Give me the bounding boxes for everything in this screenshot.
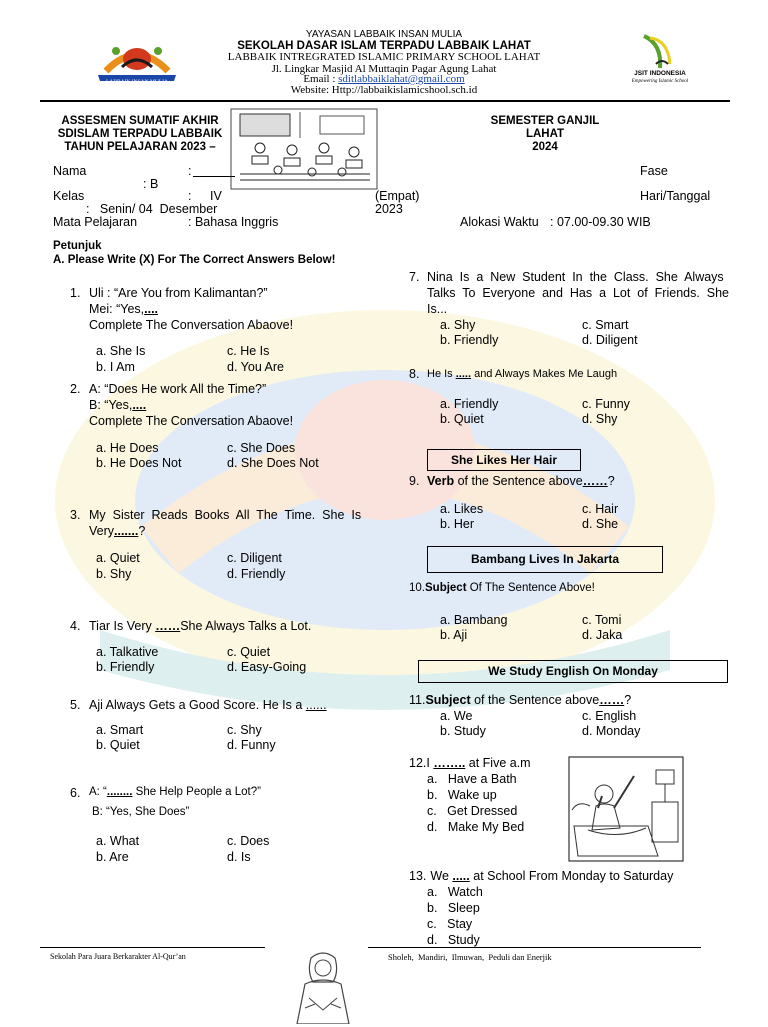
q12-option-a[interactable]: a. Have a Bath bbox=[427, 772, 517, 786]
footer-line-left bbox=[40, 947, 265, 948]
q2-number: 2. bbox=[70, 382, 81, 396]
q7-option-a[interactable]: a. Shy bbox=[440, 318, 476, 332]
q2-line1: A: “Does He work All the Time?” bbox=[89, 382, 267, 396]
hari-year: 2023 bbox=[375, 202, 403, 216]
q6-text-b: She Help People a Lot?” bbox=[132, 786, 261, 798]
q4-blank: …… bbox=[155, 619, 181, 633]
school-name-en: LABBAIK INTREGRATED ISLAMIC PRIMARY SCHOOL LAHAT bbox=[227, 51, 541, 63]
mapel-value: : Bahasa Inggris bbox=[188, 215, 279, 229]
q1-option-c[interactable]: c. He Is bbox=[227, 344, 270, 358]
footer-line-right bbox=[368, 947, 701, 948]
q11-blank: …… bbox=[599, 693, 625, 707]
mapel-label: Mata Pelajaran bbox=[53, 215, 138, 229]
q11-number: 11. bbox=[409, 693, 426, 707]
logo-right-text: JSIT INDONESIA bbox=[634, 70, 686, 77]
q4-option-a[interactable]: a. Talkative bbox=[96, 645, 159, 659]
q11-bold-word: Subject bbox=[425, 693, 471, 707]
q9-option-c[interactable]: c. Hair bbox=[582, 502, 619, 516]
q10-option-d[interactable]: d. Jaka bbox=[582, 628, 623, 642]
q2-line2-text: B: “Yes, bbox=[89, 398, 133, 412]
q4-number: 4. bbox=[70, 619, 81, 633]
q4-line1 bbox=[89, 619, 311, 633]
q2-option-b[interactable]: b. He Does Not bbox=[96, 456, 182, 470]
q12-text-b: at Five a.m bbox=[465, 756, 531, 770]
q13-option-d[interactable]: d. Study bbox=[427, 933, 480, 947]
q7-option-d[interactable]: d. Diligent bbox=[582, 333, 638, 347]
q9-option-a[interactable]: a. Likes bbox=[440, 502, 484, 516]
q11-question-mark: ? bbox=[624, 693, 632, 707]
q8-text-a: He Is bbox=[427, 368, 456, 380]
q12-text-a: I bbox=[426, 756, 434, 770]
q3-line2-text: Very bbox=[89, 524, 115, 538]
q6-option-d[interactable]: d. Is bbox=[227, 850, 251, 864]
q11-option-b[interactable]: b. Study bbox=[440, 724, 486, 738]
q5-text: Aji Always Gets a Good Score. He Is a bbox=[89, 698, 306, 712]
q12-blank: …….. bbox=[433, 756, 466, 770]
q6-line2: B: “Yes, She Does” bbox=[92, 806, 190, 818]
header-divider bbox=[40, 100, 730, 102]
school-website: Website: Http://labbaikislamicshool.sch.id bbox=[290, 84, 478, 96]
q6-option-a[interactable]: a. What bbox=[96, 834, 140, 848]
q12-option-b[interactable]: b. Wake up bbox=[427, 788, 497, 802]
q2-option-d[interactable]: d. She Does Not bbox=[227, 456, 319, 470]
q3-option-d[interactable]: d. Friendly bbox=[227, 567, 286, 581]
footer-left-text: Sekolah Para Juara Berkarakter Al-Qur’an bbox=[50, 952, 186, 961]
q5-line1 bbox=[89, 698, 327, 712]
jsit-logo bbox=[622, 30, 698, 90]
q4-option-b[interactable]: b. Friendly bbox=[96, 660, 155, 674]
q3-question-mark: ? bbox=[138, 524, 146, 538]
hari-value: : Senin/ 04 Desember bbox=[86, 202, 218, 216]
email-link[interactable]: sditlabbaiklahat@gmail.com bbox=[338, 73, 465, 85]
fase-label: Fase bbox=[640, 164, 668, 178]
q13-option-a[interactable]: a. Watch bbox=[427, 885, 483, 899]
q1-blank: .... bbox=[144, 302, 159, 316]
school-name: SEKOLAH DASAR ISLAM TERPADU LABBAIK LAHAT bbox=[237, 40, 531, 52]
title-right-3: 2024 bbox=[532, 141, 558, 153]
q11-option-d[interactable]: d. Monday bbox=[582, 724, 641, 738]
q10-text: Of The Sentence Above! bbox=[466, 582, 595, 594]
q11-option-c[interactable]: c. English bbox=[582, 709, 637, 723]
q3-number: 3. bbox=[70, 508, 81, 522]
footer-figure bbox=[275, 948, 370, 1024]
q9-question-mark: ? bbox=[607, 474, 615, 488]
q6-text-a: A: “ bbox=[89, 786, 107, 798]
q11-line1 bbox=[409, 693, 631, 707]
q7-option-c[interactable]: c. Smart bbox=[582, 318, 629, 332]
kelas-value-2: (Empat) bbox=[375, 189, 420, 203]
q5-option-d[interactable]: d. Funny bbox=[227, 738, 276, 752]
q8-blank: ..... bbox=[455, 368, 472, 380]
q10-option-c[interactable]: c. Tomi bbox=[582, 613, 622, 627]
alokasi-value: : 07.00-09.30 WIB bbox=[550, 215, 651, 229]
title-left-2: SDISLAM TERPADU LABBAIK bbox=[57, 128, 223, 140]
q3-option-b[interactable]: b. Shy bbox=[96, 567, 132, 581]
q13-blank: ..... bbox=[452, 869, 470, 883]
q8-option-a[interactable]: a. Friendly bbox=[440, 397, 499, 411]
sentence-box-3: We Study English On Monday bbox=[418, 660, 728, 683]
instructions-text: A. Please Write (X) For The Correct Answers Below! bbox=[53, 254, 336, 266]
q5-number: 5. bbox=[70, 698, 81, 712]
title-left-1: ASSESMEN SUMATIF AKHIR bbox=[61, 115, 219, 127]
school-address: Jl. Lingkar Masjid Al Muttaqin Pagar Agung Lahat bbox=[271, 63, 497, 75]
q5-option-b[interactable]: b. Quiet bbox=[96, 738, 140, 752]
q1-option-d[interactable]: d. You Are bbox=[227, 360, 285, 374]
q13-option-b[interactable]: b. Sleep bbox=[427, 901, 480, 915]
q7-number: 7. bbox=[409, 270, 420, 284]
q9-option-d[interactable]: d. She bbox=[582, 517, 619, 531]
q2-line3: Complete The Conversation Abaove! bbox=[89, 414, 294, 428]
q10-bold-word: Subject bbox=[425, 582, 467, 594]
q12-option-c[interactable]: c. Get Dressed bbox=[427, 804, 518, 818]
q1-line2 bbox=[89, 302, 158, 316]
q1-number: 1. bbox=[70, 286, 81, 300]
q10-option-b[interactable]: b. Aji bbox=[440, 628, 468, 642]
q10-line1 bbox=[409, 582, 595, 594]
q7-line3: Is... bbox=[427, 302, 448, 316]
q13-text-b: at School From Monday to Saturday bbox=[469, 869, 674, 883]
q6-option-b[interactable]: b. Are bbox=[96, 850, 129, 864]
nama-line[interactable] bbox=[193, 176, 235, 177]
nama-colon: : bbox=[188, 164, 192, 178]
q3-blank: ....... bbox=[114, 524, 139, 538]
q12-line1 bbox=[409, 756, 531, 770]
kelas-value: IV bbox=[210, 189, 222, 203]
title-left bbox=[50, 115, 230, 154]
q11-option-a[interactable]: a. We bbox=[440, 709, 473, 723]
q4-option-c[interactable]: c. Quiet bbox=[227, 645, 271, 659]
sentence-box-1: She Likes Her Hair bbox=[427, 449, 581, 471]
sentence-box-2: Bambang Lives In Jakarta bbox=[427, 546, 663, 573]
title-right bbox=[460, 115, 630, 154]
q13-text-a: We bbox=[430, 869, 453, 883]
q2-blank: .... bbox=[132, 398, 147, 412]
q8-number: 8. bbox=[409, 367, 420, 381]
q4-text-a: Tiar Is Very bbox=[89, 619, 156, 633]
q6-blank: ........ bbox=[106, 786, 133, 798]
q7-option-b[interactable]: b. Friendly bbox=[440, 333, 499, 347]
title-right-2: LAHAT bbox=[525, 128, 565, 140]
q4-option-d[interactable]: d. Easy-Going bbox=[227, 660, 307, 674]
q12-option-d[interactable]: d. Make My Bed bbox=[427, 820, 525, 834]
title-left-3: TAHUN PELAJARAN 2023 – bbox=[64, 141, 216, 153]
q5-blank: ...... bbox=[305, 698, 327, 712]
q8-option-b[interactable]: b. Quiet bbox=[440, 412, 484, 426]
logo-right-tag: Empowering Islamic School bbox=[631, 79, 689, 84]
fase-value: : B bbox=[143, 177, 159, 191]
q1-option-b[interactable]: b. I Am bbox=[96, 360, 135, 374]
q7-line1: Nina Is a New Student In the Class. She Always bbox=[427, 270, 724, 284]
q9-bold-word: Verb bbox=[427, 474, 455, 488]
kelas-colon: : bbox=[188, 189, 192, 203]
q12-number: 12. bbox=[409, 756, 427, 770]
q4-text-b: She Always Talks a Lot. bbox=[180, 619, 312, 633]
q8-option-d[interactable]: d. Shy bbox=[582, 412, 618, 426]
q10-option-a[interactable]: a. Bambang bbox=[440, 613, 508, 627]
q3-option-a[interactable]: a. Quiet bbox=[96, 551, 140, 565]
q6-number: 6. bbox=[70, 786, 81, 800]
q2-option-c[interactable]: c. She Does bbox=[227, 441, 296, 455]
q5-option-c[interactable]: c. Shy bbox=[227, 723, 262, 737]
title-right-1: SEMESTER GANJIL bbox=[490, 115, 600, 127]
q1-line3: Complete The Conversation Abaove! bbox=[89, 318, 294, 332]
q13-number: 13. bbox=[409, 869, 427, 883]
q6-line1 bbox=[89, 786, 261, 798]
q8-line1 bbox=[427, 368, 617, 380]
alokasi-label: Alokasi Waktu bbox=[460, 215, 539, 229]
instructions-heading: Petunjuk bbox=[53, 240, 102, 252]
q3-line2 bbox=[89, 524, 145, 538]
email-label: Email : bbox=[303, 73, 339, 85]
q7-line2: Talks To Everyone and Has a Lot of Friends. She bbox=[427, 286, 730, 300]
hari-label: Hari/Tanggal bbox=[640, 189, 711, 203]
q1-line2-text: Mei: “Yes, bbox=[89, 302, 145, 316]
q13-line1 bbox=[409, 869, 673, 883]
kelas-label: Kelas bbox=[53, 189, 85, 203]
q9-blank: …… bbox=[582, 474, 608, 488]
q3-line1: My Sister Reads Books All The Time. She Is bbox=[89, 508, 362, 522]
q9-line1 bbox=[427, 474, 615, 488]
q13-option-c[interactable]: c. Stay bbox=[427, 917, 473, 931]
q1-option-a[interactable]: a. She Is bbox=[96, 344, 146, 358]
wake-up-illustration bbox=[568, 756, 684, 862]
q2-option-a[interactable]: a. He Does bbox=[96, 441, 159, 455]
q9-number: 9. bbox=[409, 474, 420, 488]
foundation-name: YAYASAN LABBAIK INSAN MULIA bbox=[305, 29, 463, 40]
q11-text: of the Sentence above bbox=[470, 693, 600, 707]
q5-option-a[interactable]: a. Smart bbox=[96, 723, 144, 737]
q8-option-c[interactable]: c. Funny bbox=[582, 397, 630, 411]
logo-left-text: LABBAIK INSAN MULIA bbox=[105, 79, 169, 85]
q9-option-b[interactable]: b. Her bbox=[440, 517, 475, 531]
q2-line2 bbox=[89, 398, 146, 412]
nama-label: Nama bbox=[53, 164, 87, 178]
q6-option-c[interactable]: c. Does bbox=[227, 834, 270, 848]
footer-right-text: Sholeh, Mandiri, Ilmuwan, Peduli dan Enerjik bbox=[388, 952, 552, 962]
q1-line1: Uli : “Are You from Kalimantan?” bbox=[89, 286, 268, 300]
q10-number: 10. bbox=[409, 582, 425, 594]
q9-text: of the Sentence above bbox=[454, 474, 583, 488]
q8-text-b: and Always Makes Me Laugh bbox=[471, 368, 618, 380]
classroom-illustration bbox=[230, 108, 378, 190]
q3-option-c[interactable]: c. Diligent bbox=[227, 551, 282, 565]
school-logo bbox=[92, 37, 182, 87]
